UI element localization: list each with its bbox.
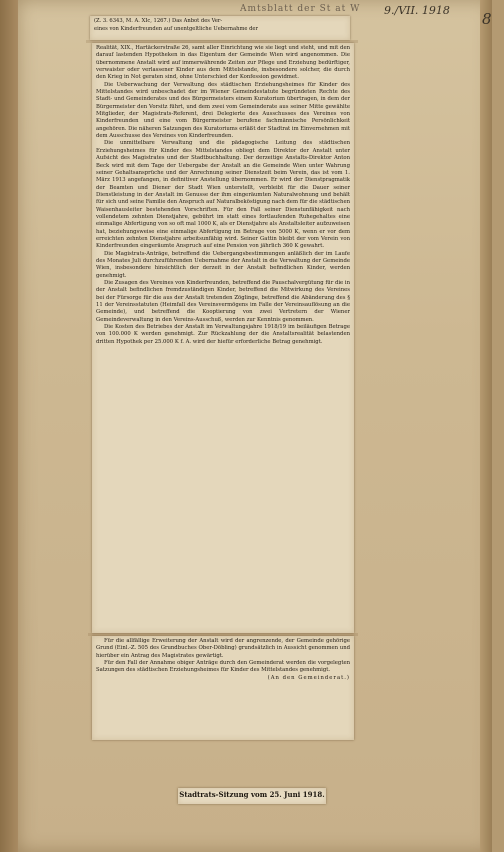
- header-line-1: (Z. 3. 6343, M. A. XIc, 1267.) Das Anbot des Ver-: [94, 18, 223, 24]
- paste-shadow: [86, 40, 358, 43]
- header-line-2: eines von Kinderfreunden auf unentgeltliche Uebernahme der: [94, 25, 258, 32]
- book-binding-edge: [0, 0, 18, 852]
- clipping-footer: [178, 788, 326, 804]
- body-paragraph: Die Kosten des Betriebes der Anstalt im Verwaltungsjahre 1918/19 im beiläufigen Betrage von 100.000 K werden genehmigt. Zur Rückzahlung der die Anstaltsrealität belastenden dritten Hypothek per 25.000 K f. A. wird der hiefür erforderliche Betrag genehmigt.: [96, 324, 350, 345]
- newspaper-masthead: Amtsblatt der St at W: [240, 4, 361, 14]
- lower-paragraph: Für die allfällige Erweiterung der Anstalt wird der angrenzende, der Gemeinde gehörige Grund (Einl.-Z. 505 des Grundbuches Ober-Döbling) grundsätzlich in Aussicht genommen und hierüber ein Antrag des Magistrates gewärtigt.: [96, 638, 350, 659]
- body-paragraph: Realität, XIX., Hartäckerstraße 26, samt aller Einrichtung wie sie liegt und steht, und mit den darauf lastenden Hypotheken in das Eigentum der Gemeinde Wien wird angenommen. Die übernommene Anstalt wird auf immerwährende Zeiten zur Pflege und Erziehung bedürftiger, verwaister oder verlassener Kinder aus dem Mittelstande, insbesondere solcher, die durch den Krieg in Not geraten sind, ohne Unterschied der Konfession gewidmet.: [96, 45, 350, 81]
- paste-shadow: [88, 633, 358, 636]
- clipping-lower-text: [96, 638, 350, 740]
- clipping-header: [90, 16, 350, 40]
- clipping-body-text: [96, 45, 350, 633]
- handwritten-date: 9./VII. 1918: [384, 4, 450, 17]
- body-paragraph: Die unmittelbare Verwaltung und die pädagogische Leitung des städtischen Erziehungsheimes für Kinder des Mittelstandes obliegt dem Direktor der Anstalt unter Aufsicht des Magistrates und der Stadtbuchhaltung. Der derzeitige Anstalts-Direktor Anton Beck wird mit dem Tage der Uebergabe der Anstalt an die Gemeinde Wien unter Wahrung seiner Gehaltsansprüche und der Anrechnung seiner Dienstzeit beim Verein, das ist vom 1. März 1913 angefangen, in definitiver Anstellung übernommen. Er wird der Dienstpragmatik der Beamten und Diener der Stadt Wien unterstellt, verbleibt für die Dauer seiner Dienstleistung in der Anstalt im Genusse der ihm eingeräumten Naturalwohnung und behält für sich und seine Familie den Anspruch auf Naturalbeköstigung nach dem für die städtischen Waisenhausleiter bestehenden Vorschriften. Für den Fall seiner Dienstunfähigkeit nach vollendetem zehnten Dienstjahre, gebührt im statt eines fortlaufenden Ruhegehaltes eine einmalige Abfertigung von so oft mal 1000 K, als er Dienstjahre als Anstaltsleiter aufzuweisen hat, beziehungsweise eine einmalige Abfertigung im Betrage von 5000 K, wenn er vor dem erreichten zehnten Dienstjahre arbeitsunfähig wird. Seiner Gattin bleibt der vom Verein von Kinderfreunden eingeräumte Anspruch auf eine Pension von jährlich 360 K gewahrt.: [96, 140, 350, 250]
- body-paragraph: Die Ueberwachung der Verwaltung des städtischen Erziehungsheimes für Kinder des Mittelstandes wird unbeschadet der im Wiener Gemeindestatute begründeten Rechte des Stadt- und Gemeinderates und des Bürgermeisters einem Kuratorium übertragen, in dem der Bürgermeister den Vorsitz führt, und dem zwei vom Gemeinderate aus seiner Mitte gewählte Mitglieder, der Magistrats-Referent, drei Delegierte des Ausschusses des Vereines von Kinderfreunden und eine vom Bürgermeister berufene fachmännische Persönlichkeit angehören. Die näheren Satzungen des Kuratoriums erläßt der Stadtrat im Einvernehmen mit dem Ausschusse des Vereines von Kinderfreunden.: [96, 81, 350, 140]
- clipping-lower: [92, 636, 354, 740]
- sheet-right-edge: [480, 0, 492, 852]
- body-paragraph: Die Magistrats-Anträge, betreffend die Uebergangsbestimmungen anläßlich der im Laufe des Monates Juli durchzuführenden Uebernahme der Anstalt in die Verwaltung der Gemeinde Wien, insbesondere hinsichtlich der derzeit in der Anstalt befindlichen Kinder, werden genehmigt.: [96, 250, 350, 279]
- session-footer: Stadtrats-Sitzung vom 25. Juni 1918.: [179, 790, 325, 799]
- clipping-header-text: [94, 18, 346, 40]
- signature-line: (An den Gemeinderat.): [267, 674, 350, 681]
- clipping-body: [92, 43, 354, 633]
- lower-paragraph: Für den Fall der Annahme obiger Anträge durch den Gemeinderat werden die vorgelegten Satzungen des städtischen Erziehungsheimes für Kinder des Mittelstandes genehmigt.: [96, 660, 350, 674]
- handwritten-page-number: 8: [482, 10, 492, 28]
- body-paragraph: Die Zusagen des Vereines von Kinderfreunden, betreffend die Pauschalvergütung für die in der Anstalt befindlichen fremdzuständigen Kinder, betreffend die Mitwirkung des Vereines bei der Fürsorge für die aus der Anstalt tretenden Zöglinge, betreffend die Abänderung des § 11 der Vereinsstatuten (Heimfall des Vereinsvermögens im Falle der Vereinsauflösung an die Gemeinde), und betreffend die Kooptierung von zwei Vertretern der Wiener Gemeindeverwaltung in den Vereins-Ausschuß, werden zur Kenntnis genommen.: [96, 280, 350, 323]
